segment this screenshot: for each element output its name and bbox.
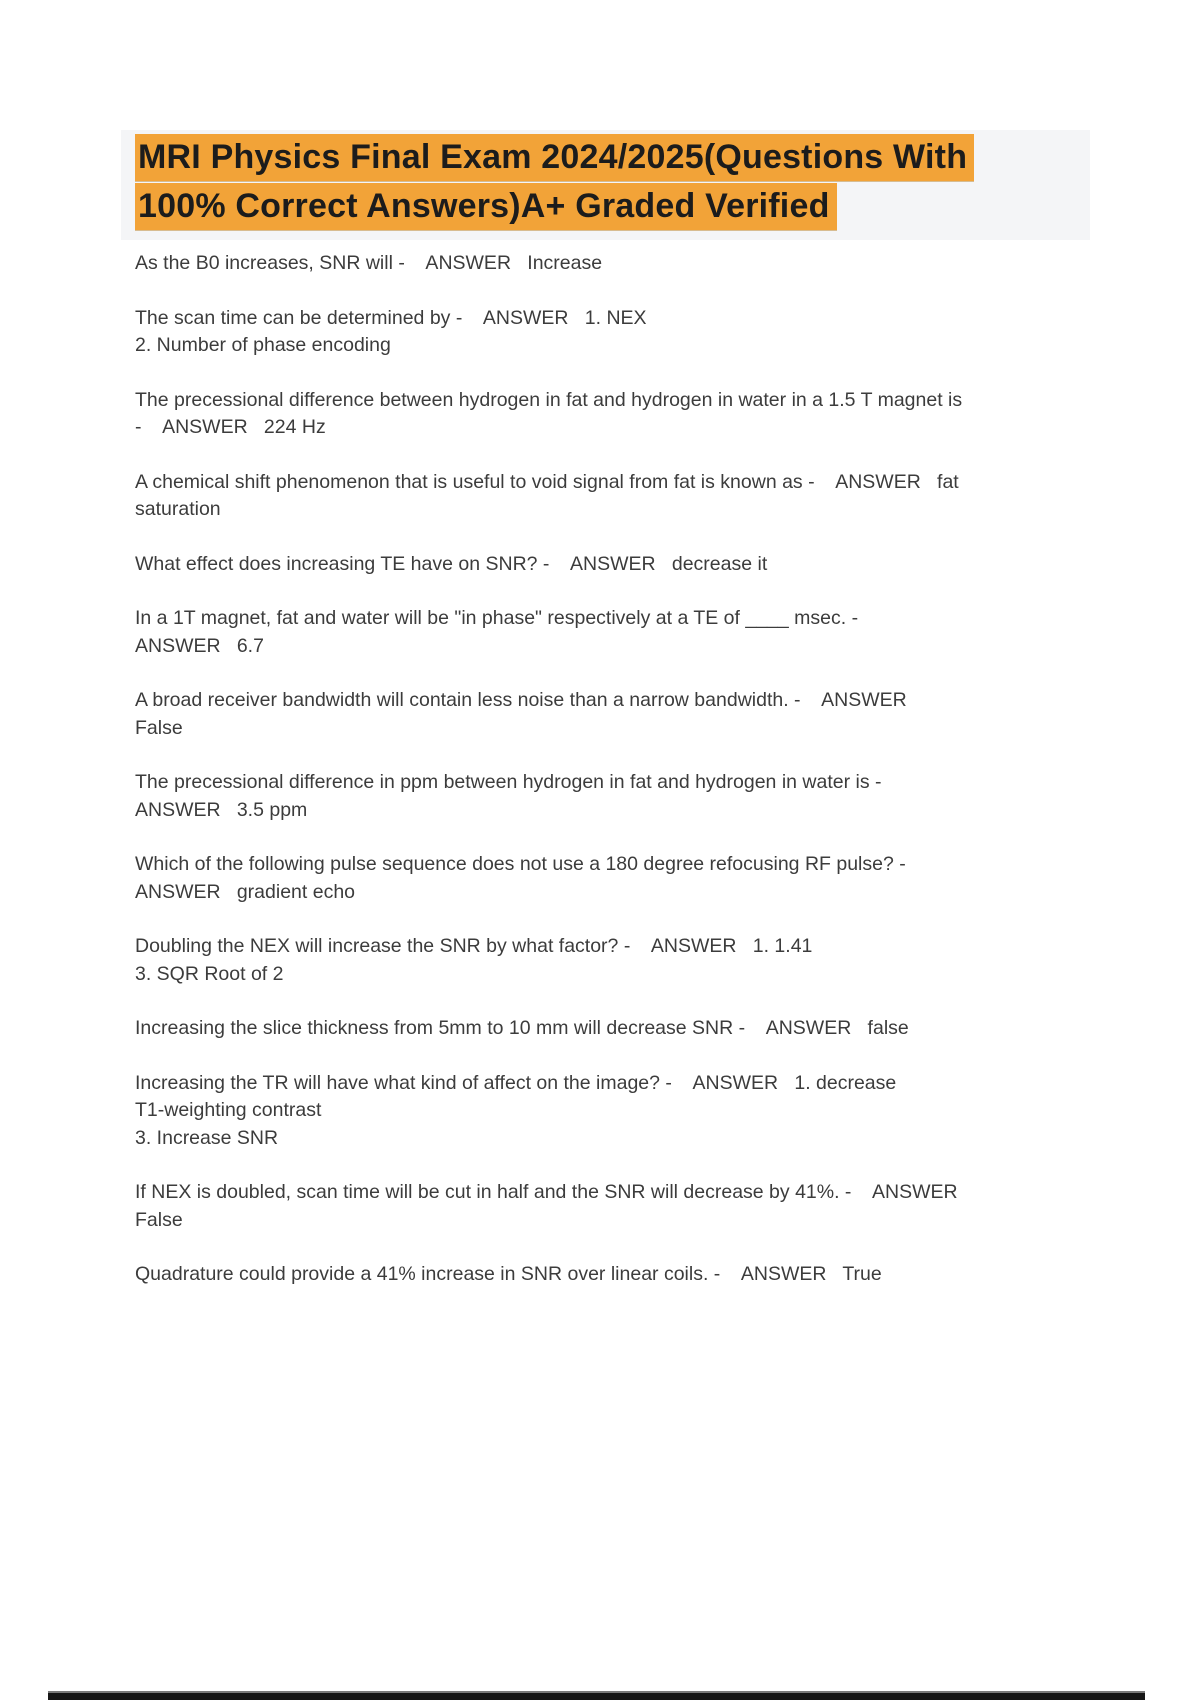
- qa-item: [135, 1015, 1040, 1043]
- page-bottom-bar: [48, 1691, 1145, 1700]
- qa-line: ANSWER 3.5 ppm: [135, 798, 308, 821]
- qa-line: The precessional difference in ppm between hydrogen in fat and hydrogen in water is -: [135, 771, 882, 793]
- qa-line: False: [135, 1208, 183, 1231]
- qa-line: A chemical shift phenomenon that is useful to void signal from fat is known as - ANSWER fat: [135, 470, 959, 493]
- title-highlight-2: 100% Correct Answers)A+ Graded Verified: [135, 183, 837, 230]
- qa-line: 3. Increase SNR: [135, 1126, 279, 1149]
- qa-item: [135, 769, 1040, 824]
- qa-line: Doubling the NEX will increase the SNR by what factor? - ANSWER 1. 1.41: [135, 935, 813, 957]
- qa-line: Which of the following pulse sequence does not use a 180 degree refocusing RF pulse? -: [135, 853, 906, 875]
- qa-line: 2. Number of phase encoding: [135, 334, 391, 356]
- title-line-1: [135, 138, 1095, 176]
- qa-line: saturation: [135, 498, 221, 520]
- qa-line: Quadrature could provide a 41% increase in SNR over linear coils. - ANSWER True: [135, 1263, 882, 1285]
- qa-line: The precessional difference between hydrogen in fat and hydrogen in water in a 1.5 T magnet is: [135, 388, 963, 411]
- qa-line: 3. SQR Root of 2: [135, 962, 284, 985]
- qa-line: Increasing the slice thickness from 5mm to 10 mm will decrease SNR - ANSWER false: [135, 1017, 909, 1039]
- title-line-2: [135, 187, 1095, 225]
- qa-item: [135, 387, 1040, 442]
- qa-line: T1-weighting contrast: [135, 1099, 322, 1121]
- qa-item: [135, 851, 1040, 906]
- qa-list: [135, 250, 1040, 1316]
- qa-line: The scan time can be determined by - ANSWER 1. NEX: [135, 306, 647, 329]
- qa-item: [135, 551, 1040, 579]
- qa-item: [135, 1179, 1040, 1234]
- qa-item: [135, 250, 1040, 278]
- qa-item: [135, 933, 1040, 988]
- qa-line: - ANSWER 224 Hz: [135, 416, 326, 438]
- qa-item: [135, 305, 1040, 360]
- qa-item: [135, 687, 1040, 742]
- qa-line: What effect does increasing TE have on SNR? - ANSWER decrease it: [135, 552, 768, 575]
- qa-line: False: [135, 716, 183, 739]
- qa-line: A broad receiver bandwidth will contain less noise than a narrow bandwidth. - ANSWER: [135, 689, 907, 711]
- qa-line: If NEX is doubled, scan time will be cut in half and the SNR will decrease by 41%. - ANSWER: [135, 1181, 958, 1203]
- title-highlight-1: MRI Physics Final Exam 2024/2025(Questions With: [135, 134, 974, 181]
- qa-item: [135, 605, 1040, 660]
- page-title: [135, 138, 1095, 236]
- qa-item: [135, 1261, 1040, 1289]
- qa-line: As the B0 increases, SNR will - ANSWER Increase: [135, 252, 603, 274]
- qa-line: In a 1T magnet, fat and water will be "in phase" respectively at a TE of ____ msec. -: [135, 607, 859, 629]
- qa-item: [135, 469, 1040, 524]
- qa-line: ANSWER gradient echo: [135, 880, 356, 903]
- qa-item: [135, 1070, 1040, 1153]
- qa-line: Increasing the TR will have what kind of affect on the image? - ANSWER 1. decrease: [135, 1071, 897, 1094]
- qa-line: ANSWER 6.7: [135, 634, 264, 657]
